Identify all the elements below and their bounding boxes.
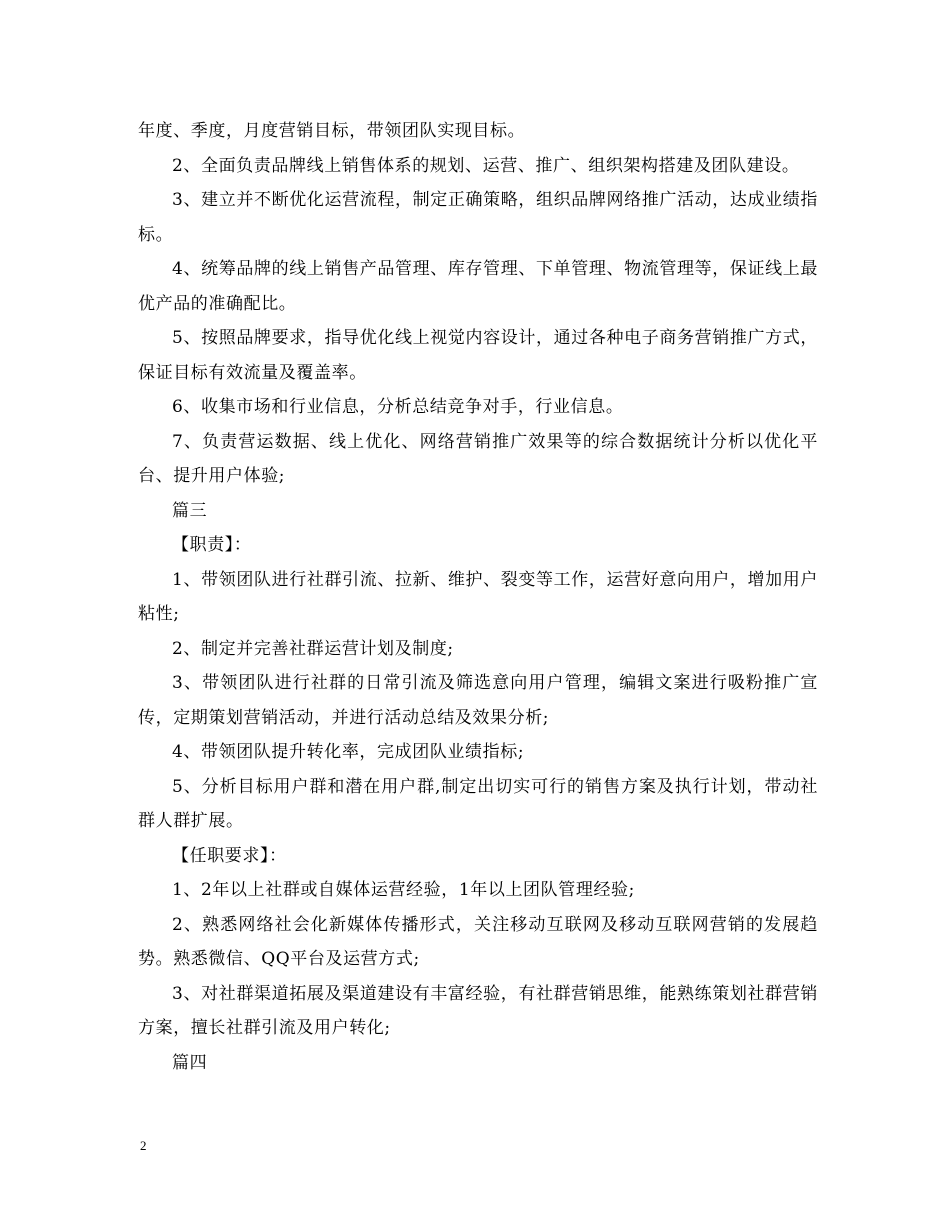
paragraph-item: 5、分析目标用户群和潜在用户群,制定出切实可行的销售方案及执行计划，带动社群人群扩展。 <box>138 776 818 831</box>
section-heading: 【任职要求】： <box>172 845 287 866</box>
page-number: 2 <box>140 1138 147 1153</box>
paragraph-continuation: 年度、季度，月度营销目标，带领团队实现目标。 <box>138 121 526 141</box>
paragraph-item: 1、带领团队进行社群引流、拉新、维护、裂变等工作，运营好意向用户，增加用户粘性; <box>138 569 818 624</box>
paragraph-item: 7、负责营运数据、线上优化、网络营销推广效果等的综合数据统计分析以优化平台、提升用户体验; <box>138 431 818 486</box>
paragraph-item: 2、全面负责品牌线上销售体系的规划、运营、推广、组织架构搭建及团队建设。 <box>172 155 800 176</box>
paragraph-item: 5、按照品牌要求，指导优化线上视觉内容设计，通过各种电子商务营销推广方式，保证目标有效流量及覆盖率。 <box>138 328 818 383</box>
paragraph-item: 2、制定并完善社群运营计划及制度; <box>172 638 454 659</box>
section-heading: 篇三 <box>172 500 208 521</box>
paragraph-item: 4、带领团队提升转化率，完成团队业绩指标; <box>172 742 525 762</box>
paragraph-item: 2、熟悉网络社会化新媒体传播形式，关注移动互联网及移动互联网营销的发展趋势。熟悉微信、QQ平台及运营方式; <box>138 914 818 969</box>
section-heading: 【职责】： <box>172 535 252 555</box>
paragraph-item: 4、统筹品牌的线上销售产品管理、库存管理、下单管理、物流管理等，保证线上最优产品的准确配比。 <box>138 259 818 314</box>
section-heading: 篇四 <box>172 1052 208 1073</box>
paragraph-item: 3、建立并不断优化运营流程，制定正确策略，组织品牌网络推广活动，达成业绩指标。 <box>138 190 818 245</box>
paragraph-item: 3、对社群渠道拓展及渠道建设有丰富经验，有社群营销思维，能熟练策划社群营销方案，擅长社群引流及用户转化; <box>138 983 818 1038</box>
paragraph-item: 1、2年以上社群或自媒体运营经验，1年以上团队管理经验; <box>172 880 635 900</box>
document-body <box>138 114 818 1080</box>
paragraph-item: 3、带领团队进行社群的日常引流及筛选意向用户管理，编辑文案进行吸粉推广宣传，定期策划营销活动，并进行活动总结及效果分析; <box>138 673 818 728</box>
paragraph-item: 6、收集市场和行业信息，分析总结竞争对手，行业信息。 <box>172 397 624 417</box>
